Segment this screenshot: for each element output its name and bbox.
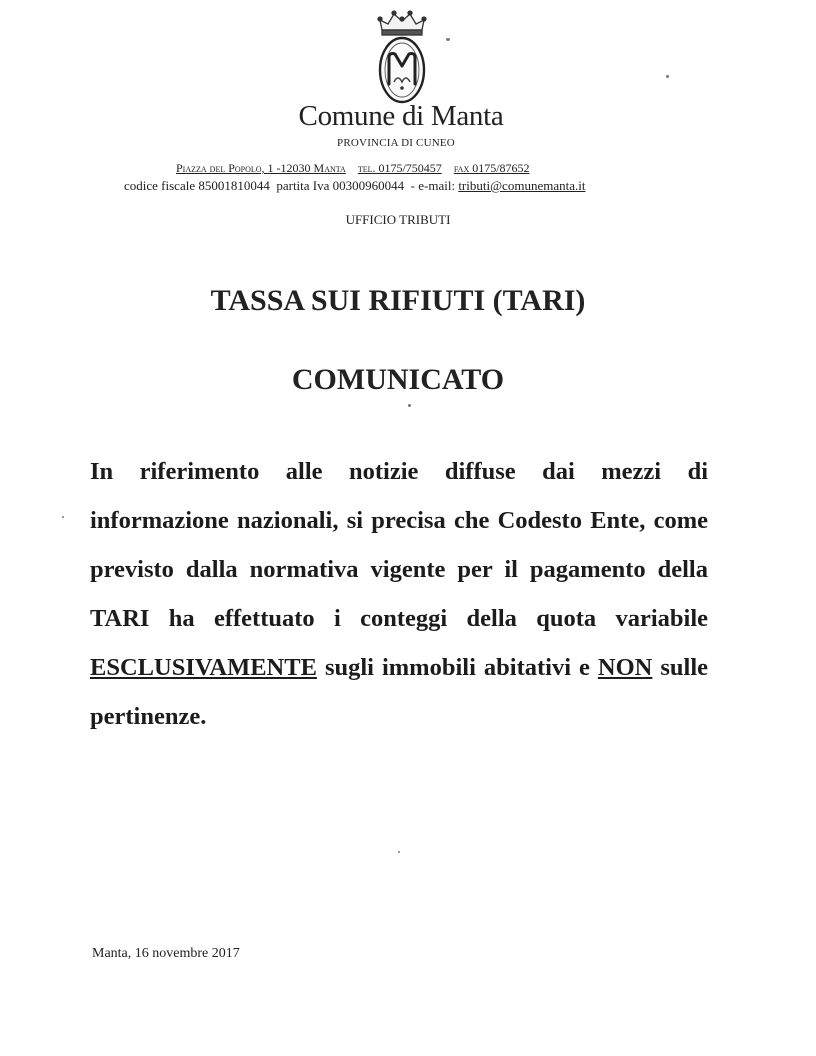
body-text-part-1: In riferimento alle notizie diffuse dai mezzi di informazione nazionali, si precisa che Codesto Ente, come previsto dalla normativa vigente per il pagamento della TARI ha effettuato i conteggi della quota variabile bbox=[90, 458, 708, 632]
notice-subtitle: COMUNICATO bbox=[291, 363, 505, 396]
scan-speck bbox=[666, 75, 669, 78]
office-name: UFFICIO TRIBUTI bbox=[345, 212, 451, 227]
body-text-part-3: sulle pertinenze. bbox=[90, 654, 708, 730]
body-text-part-2: sugli immobili abitativi e bbox=[316, 654, 598, 681]
phone-number: tel. 0175/750457 bbox=[357, 161, 442, 175]
fiscal-info-line bbox=[124, 178, 585, 194]
scan-speck bbox=[446, 38, 450, 41]
coat-of-arms-emblem bbox=[372, 8, 432, 110]
municipality-name: Comune di Manta bbox=[298, 100, 504, 132]
tax-code: codice fiscale 85001810044 bbox=[124, 178, 270, 193]
province-name: PROVINCIA DI CUNEO bbox=[337, 137, 455, 149]
scan-speck bbox=[398, 851, 400, 853]
emphasis-not: NON bbox=[597, 654, 653, 681]
address-line bbox=[176, 161, 530, 176]
emphasis-exclusively: ESCLUSIVAMENTE bbox=[90, 654, 317, 681]
scan-speck bbox=[408, 404, 411, 407]
notice-title: TASSA SUI RIFIUTI (TARI) bbox=[210, 284, 586, 317]
scan-speck bbox=[62, 516, 64, 518]
place-and-date: Manta, 16 novembre 2017 bbox=[92, 946, 240, 961]
fax-number: fax 0175/87652 bbox=[453, 161, 530, 175]
notice-body bbox=[90, 447, 708, 741]
street-address: Piazza del Popolo, 1 -12030 Manta bbox=[176, 161, 346, 175]
vat-number: partita Iva 00300960044 bbox=[276, 178, 405, 193]
email-label: - e-mail: bbox=[410, 178, 456, 193]
email-address[interactable]: tributi@comunemanta.it bbox=[458, 178, 586, 193]
